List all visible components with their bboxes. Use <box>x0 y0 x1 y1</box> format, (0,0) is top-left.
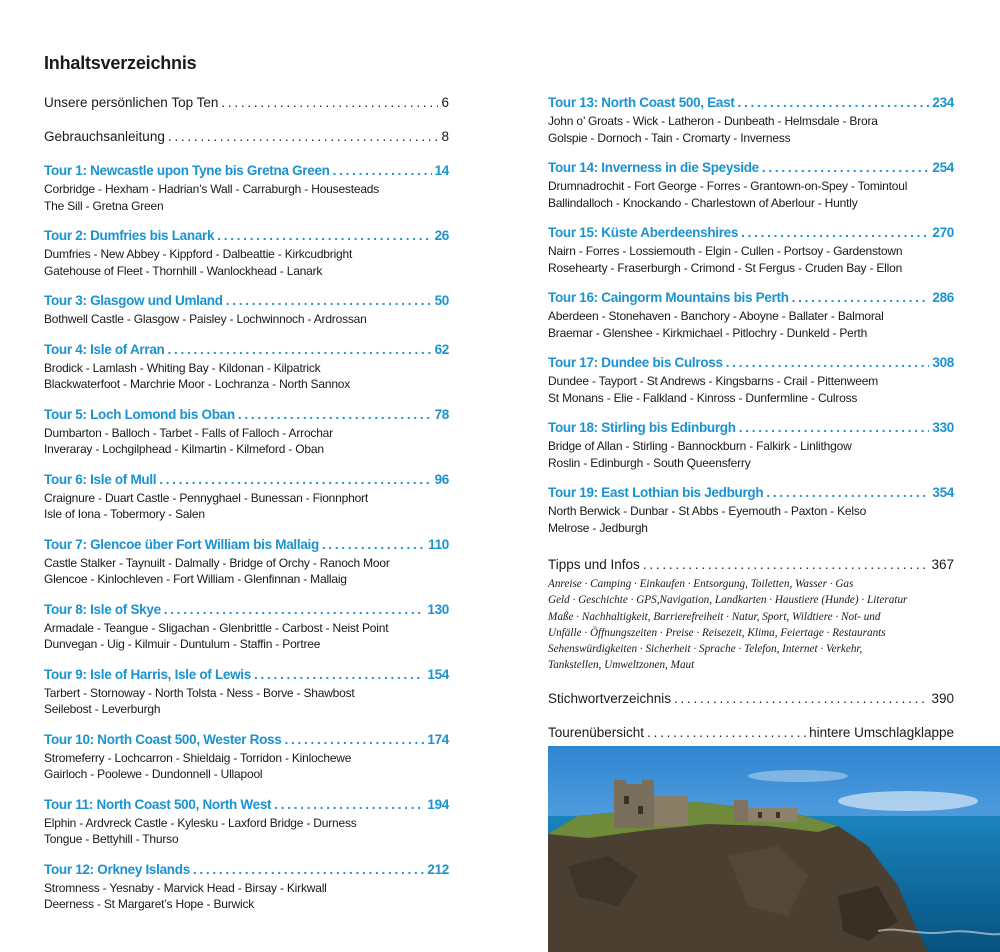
toc-entry-places: Gairloch - Poolewe - Dundonnell - Ullapool <box>44 767 263 781</box>
toc-entry-title: Stichwortverzeichnis <box>548 690 672 706</box>
leader-dots <box>726 354 930 372</box>
toc-entry-places: Nairn - Forres - Lossiemouth - Elgin - Cullen - Portsoy - Gardenstown <box>548 244 903 258</box>
toc-entry-heading[interactable] <box>44 861 449 879</box>
toc-entry-places: St Monans - Elie - Falkland - Kinross - Dunfermline - Culross <box>548 390 858 405</box>
toc-entry-title: Tour 8: Isle of Skye <box>44 601 161 617</box>
toc-entry-places: Armadale - Teangue - Sligachan - Glenbrittle - Carbost - Neist Point <box>44 620 389 635</box>
toc-page-number: 234 <box>932 95 954 110</box>
toc-entry-places: Elphin - Ardvreck Castle - Kylesku - Laxford Bridge - Durness <box>44 815 357 830</box>
toc-entry-title: Tour 19: East Lothian bis Jedburgh <box>548 485 764 500</box>
toc-entry-places: Castle Stalker - Taynuilt - Dalmally - Bridge of Orchy - Ranoch Moor <box>44 555 390 570</box>
toc-entry <box>548 724 954 742</box>
toc-entry-heading[interactable] <box>548 354 954 372</box>
toc-entry-places: Golspie - Dornoch - Tain - Cromarty - Inverness <box>548 130 791 145</box>
toc-left-column <box>44 94 449 913</box>
leader-dots <box>284 731 424 749</box>
toc-page-number: 8 <box>441 129 449 144</box>
toc-entry-title: Tipps und Infos <box>548 557 640 572</box>
toc-entry-title: Tour 2: Dumfries bis Lanark <box>44 228 215 243</box>
leader-dots <box>322 536 425 554</box>
toc-entry <box>548 690 954 708</box>
leader-dots <box>226 292 432 310</box>
leader-dots <box>766 484 929 502</box>
toc-entry-places: The Sill - Gretna Green <box>44 198 164 213</box>
toc-entry-title: Tour 6: Isle of Mull <box>44 471 157 487</box>
toc-entry-places: Melrose - Jedburgh <box>548 520 648 535</box>
leader-dots <box>333 162 432 180</box>
toc-page-number: hintere Umschlagklappe <box>809 724 954 740</box>
toc-tour-entry <box>44 666 449 718</box>
toc-entry-heading[interactable] <box>44 601 449 619</box>
toc-page-number: 174 <box>427 731 449 747</box>
toc-tour-entry <box>548 159 954 211</box>
toc-entry-places: Dumfries - New Abbey - Kippford - Dalbeattie - Kirkcudbright <box>44 247 353 261</box>
toc-tour-entry <box>548 419 954 471</box>
toc-page-number: 212 <box>427 861 449 877</box>
leader-dots <box>254 666 424 684</box>
toc-entry-places: Brodick - Lamlash - Whiting Bay - Kildonan - Kilpatrick <box>44 360 321 375</box>
toc-entry-title: Tour 18: Stirling bis Edinburgh <box>548 420 736 435</box>
toc-entry-heading[interactable] <box>548 159 954 177</box>
toc-entry-title: Tour 16: Caingorm Mountains bis Perth <box>548 290 789 305</box>
toc-entry <box>44 128 449 146</box>
toc-entry-title: Tour 4: Isle of Arran <box>44 341 165 357</box>
toc-entry-places: North Berwick - Dunbar - St Abbs - Eyemouth - Paxton - Kelso <box>548 504 867 518</box>
toc-entry-title: Tour 15: Küste Aberdeenshires <box>548 225 739 240</box>
toc-entry-heading[interactable] <box>548 690 954 708</box>
toc-entry-places: Glencoe - Kinlochleven - Fort William - Glenfinnan - Mallaig <box>44 572 347 586</box>
toc-entry-title: Tourenübersicht <box>548 724 645 740</box>
toc-entry-heading[interactable] <box>44 536 449 554</box>
toc-entry-heading[interactable] <box>44 128 449 146</box>
toc-entry-places: Dumbarton - Balloch - Tarbet - Falls of Falloch - Arrochar <box>44 425 333 440</box>
toc-entry-places: Deerness - St Margaret’s Hope - Burwick <box>44 897 255 911</box>
toc-entry-heading[interactable] <box>548 224 954 242</box>
toc-page-number: 14 <box>434 163 449 178</box>
leader-dots <box>643 556 929 574</box>
toc-page-number: 390 <box>931 690 954 706</box>
toc-tour-entry <box>44 536 449 588</box>
toc-tour-entry <box>548 94 954 146</box>
toc-entry-heading[interactable] <box>44 292 449 310</box>
toc-tour-entry <box>44 162 449 214</box>
toc-page-number: 354 <box>932 485 954 500</box>
toc-entry-places: Gatehouse of Fleet - Thornhill - Wanlockhead - Lanark <box>44 263 323 278</box>
toc-entry-heading[interactable] <box>548 94 954 112</box>
toc-page-number: 26 <box>434 228 449 243</box>
toc-tour-entry <box>548 224 954 276</box>
toc-entry-heading[interactable] <box>548 724 954 742</box>
toc-entry-title: Tour 9: Isle of Harris, Isle of Lewis <box>44 666 251 682</box>
page-title: Inhaltsverzeichnis <box>44 53 197 73</box>
toc-entry-places: John o’ Groats - Wick - Latheron - Dunbeath - Helmsdale - Brora <box>548 114 878 128</box>
toc-page-number: 96 <box>434 471 449 487</box>
leader-dots <box>647 724 806 742</box>
toc-page-number: 154 <box>427 666 449 682</box>
toc-tour-entry <box>44 731 449 783</box>
toc-entry-heading[interactable] <box>44 666 449 684</box>
toc-page-number: 367 <box>931 557 954 572</box>
toc-entry-title: Gebrauchsanleitung <box>44 129 165 144</box>
toc-entry <box>548 556 954 674</box>
toc-entry-heading[interactable] <box>548 556 954 574</box>
toc-entry-places: Rosehearty - Fraserburgh - Crimond - St Fergus - Cruden Bay - Ellon <box>548 260 903 275</box>
toc-entry-places: Blackwaterfoot - Marchrie Moor - Lochranza - North Sannox <box>44 377 351 391</box>
leader-dots <box>193 861 424 879</box>
toc-entry-places: Craignure - Duart Castle - Pennyghael - Bunessan - Fionnphort <box>44 490 368 505</box>
toc-entry-heading[interactable] <box>44 471 449 489</box>
toc-page-number: 254 <box>932 160 954 175</box>
toc-page-number: 330 <box>932 420 954 435</box>
toc-entry-title: Tour 12: Orkney Islands <box>44 861 190 877</box>
toc-entry-title: Tour 1: Newcastle upon Tyne bis Gretna Green <box>44 163 330 178</box>
toc-tour-entry <box>44 406 449 458</box>
toc-entry-title: Unsere persönlichen Top Ten <box>44 95 219 110</box>
toc-entry-title: Tour 10: North Coast 500, Wester Ross <box>44 731 282 747</box>
toc-entry <box>44 94 449 112</box>
castle-photo <box>548 746 1000 952</box>
leader-dots <box>217 227 431 245</box>
toc-entry-title: Tour 14: Inverness in die Speyside <box>548 160 759 175</box>
leader-dots <box>167 341 431 359</box>
toc-entry-heading[interactable] <box>44 796 449 814</box>
toc-tour-entry <box>44 796 449 848</box>
toc-entry-heading[interactable] <box>44 162 449 180</box>
toc-entry-places: Bridge of Allan - Stirling - Bannockburn - Falkirk - Linlithgow <box>548 439 852 453</box>
toc-entry-heading[interactable] <box>548 484 954 502</box>
toc-tour-entry <box>548 289 954 341</box>
toc-page-number: 62 <box>434 341 449 357</box>
toc-entry-places: Anreise · Camping · Einkaufen · Entsorgung, Toiletten, Wasser · Gas <box>548 578 854 590</box>
toc-tour-entry <box>44 227 449 279</box>
leader-dots <box>221 94 438 112</box>
toc-page-number: 50 <box>434 293 449 308</box>
leader-dots <box>741 224 929 242</box>
toc-entry-places: Geld · Geschichte · GPS,Navigation, Landkarten · Haustiere (Hunde) · Literatur <box>548 594 908 607</box>
toc-entry-places: Aberdeen - Stonehaven - Banchory - Aboyne - Ballater - Balmoral <box>548 309 884 323</box>
toc-entry-places: Drumnadrochit - Fort George - Forres - Grantown-on-Spey - Tomintoul <box>548 179 908 193</box>
toc-entry-places: Dunvegan - Uig - Kilmuir - Duntulum - Staffin - Portree <box>44 637 321 651</box>
toc-tour-entry <box>44 292 449 328</box>
toc-entry-places: Isle of Iona - Tobermory - Salen <box>44 507 205 521</box>
toc-tour-entry <box>44 341 449 393</box>
toc-entry-places: Braemar - Glenshee - Kirkmichael - Pitlochry - Dunkeld - Perth <box>548 325 868 340</box>
toc-entry-title: Tour 3: Glasgow und Umland <box>44 293 223 308</box>
leader-dots <box>739 419 930 437</box>
toc-entry-heading[interactable] <box>548 289 954 307</box>
toc-entry-heading[interactable] <box>548 419 954 437</box>
toc-page-number: 110 <box>428 536 449 552</box>
toc-entry-heading[interactable] <box>44 227 449 245</box>
leader-dots <box>168 128 439 146</box>
toc-tour-entry <box>44 861 449 913</box>
toc-entry-places: Stromeferry - Lochcarron - Shieldaig - Torridon - Kinlochewe <box>44 750 352 765</box>
toc-entry-heading[interactable] <box>44 406 449 424</box>
toc-page-number: 194 <box>427 796 449 812</box>
toc-page-number: 270 <box>932 225 954 240</box>
toc-tour-entry <box>44 601 449 653</box>
toc-tour-entry <box>44 471 449 523</box>
toc-tour-entry <box>548 484 954 536</box>
toc-entry-title: Tour 13: North Coast 500, East <box>548 95 735 110</box>
leader-dots <box>792 289 930 307</box>
toc-page-number: 78 <box>434 406 449 422</box>
toc-entry-places: Corbridge - Hexham - Hadrian’s Wall - Carraburgh - Housesteads <box>44 182 380 196</box>
toc-entry-places: Sehenswürdigkeiten · Sicherheit · Sprache · Telefon, Internet · Verkehr, <box>548 643 863 656</box>
leader-dots <box>738 94 930 112</box>
toc-entry-places: Ballindalloch - Knockando - Charlestown of Aberlour - Huntly <box>548 195 858 210</box>
leader-dots <box>762 159 929 177</box>
toc-entry-places: Roslin - Edinburgh - South Queensferry <box>548 455 751 470</box>
toc-entry-places: Inveraray - Lochgilphead - Kilmartin - Kilmeford - Oban <box>44 442 324 456</box>
toc-entry-places: Tongue - Bettyhill - Thurso <box>44 832 179 846</box>
toc-entry-heading[interactable] <box>44 731 449 749</box>
toc-entry-heading[interactable] <box>44 94 449 112</box>
toc-page-number: 6 <box>441 95 449 110</box>
toc-entry-heading[interactable] <box>44 341 449 359</box>
toc-entry-places: Stromness - Yesnaby - Marvick Head - Birsay - Kirkwall <box>44 880 327 895</box>
toc-entry-title: Tour 7: Glencoe über Fort William bis Mallaig <box>44 536 319 552</box>
leader-dots <box>164 601 425 619</box>
leader-dots <box>159 471 431 489</box>
toc-entry-places: Dundee - Tayport - St Andrews - Kingsbarns - Crail - Pittenweem <box>548 374 878 388</box>
toc-entry-places: Tarbert - Stornoway - North Tolsta - Ness - Borve - Shawbost <box>44 685 355 700</box>
leader-dots <box>274 796 424 814</box>
toc-right-column <box>548 94 954 742</box>
toc-tour-entry <box>548 354 954 406</box>
leader-dots <box>674 690 928 708</box>
toc-entry-places: Unfälle · Öffnungszeiten · Preise · Reisezeit, Klima, Feiertage · Restaurants <box>548 626 886 639</box>
toc-entry-places: Maße · Nachhaltigkeit, Barrierefreiheit · Natur, Sport, Wildtiere · Not- und <box>548 610 881 623</box>
toc-page-number: 286 <box>932 290 954 305</box>
toc-entry-places: Seilebost - Leverburgh <box>44 702 161 716</box>
toc-page-number: 308 <box>932 355 954 370</box>
toc-page-number: 130 <box>427 601 449 617</box>
toc-entry-places: Tankstellen, Umweltzonen, Maut <box>548 659 695 672</box>
toc-entry-title: Tour 11: North Coast 500, North West <box>44 796 272 812</box>
toc-entry-places: Bothwell Castle - Glasgow - Paisley - Lochwinnoch - Ardrossan <box>44 312 367 326</box>
toc-entry-title: Tour 5: Loch Lomond bis Oban <box>44 406 235 422</box>
toc-entry-title: Tour 17: Dundee bis Culross <box>548 355 723 370</box>
leader-dots <box>238 406 432 424</box>
